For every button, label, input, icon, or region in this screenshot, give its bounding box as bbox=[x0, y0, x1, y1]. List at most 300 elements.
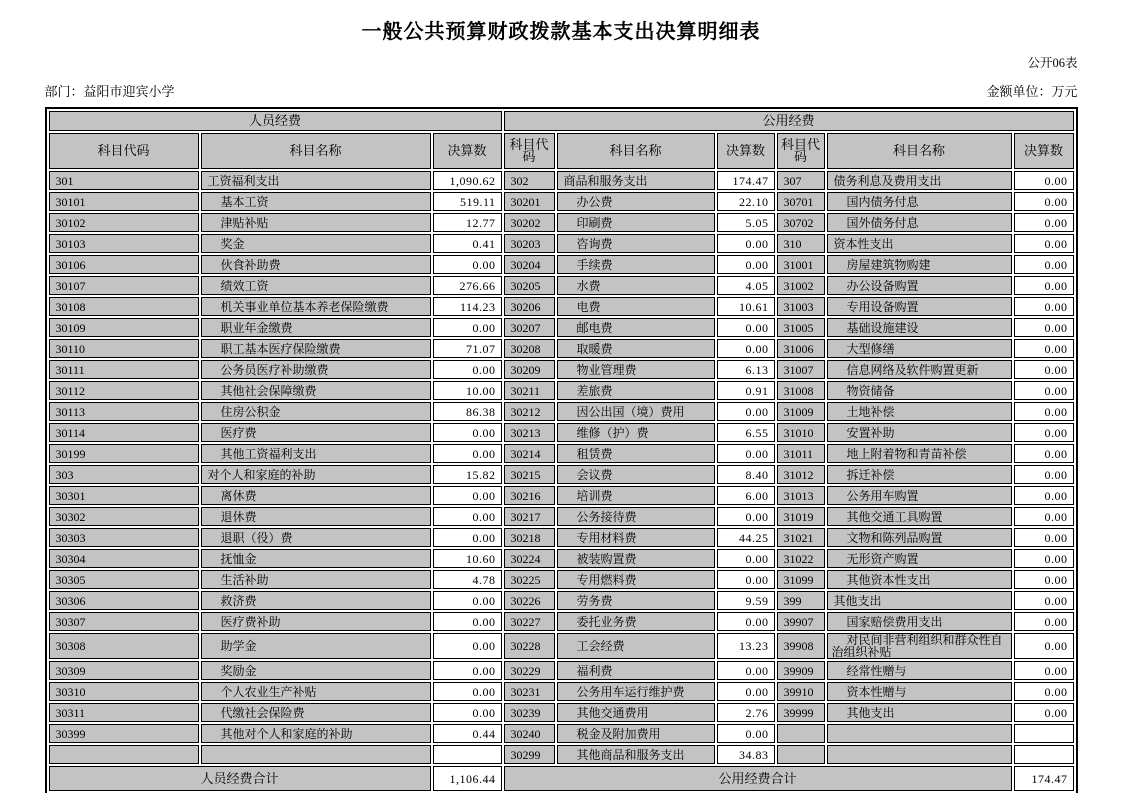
page-title: 一般公共预算财政拨款基本支出决算明细表 bbox=[361, 21, 761, 43]
subject-name: 大型修缮 bbox=[827, 339, 1012, 358]
final-amount: 0.00 bbox=[433, 682, 502, 701]
table-row bbox=[49, 381, 1074, 400]
final-amount: 0.00 bbox=[1014, 444, 1074, 463]
department-name: 益阳市迎宾小学 bbox=[83, 84, 175, 99]
subject-name: 房屋建筑物购建 bbox=[827, 255, 1012, 274]
final-amount: 1,090.62 bbox=[433, 171, 502, 190]
subject-code: 31008 bbox=[777, 381, 825, 400]
table-row bbox=[49, 360, 1074, 379]
subject-code bbox=[777, 724, 825, 743]
final-amount: 0.00 bbox=[1014, 633, 1074, 659]
personnel-total-label: 人员经费合计 bbox=[49, 766, 431, 791]
subject-code: 30207 bbox=[504, 318, 555, 337]
subject-name: 取暖费 bbox=[557, 339, 715, 358]
table-row bbox=[49, 444, 1074, 463]
subject-name: 维修（护）费 bbox=[557, 423, 715, 442]
table-number: 公开06表 bbox=[1027, 56, 1078, 70]
table-row bbox=[49, 402, 1074, 421]
table-row bbox=[49, 682, 1074, 701]
final-amount: 0.00 bbox=[1014, 465, 1074, 484]
final-amount: 0.00 bbox=[1014, 339, 1074, 358]
subject-code: 30224 bbox=[504, 549, 555, 568]
final-amount: 0.00 bbox=[433, 318, 502, 337]
subject-code: 30303 bbox=[49, 528, 199, 547]
subject-name: 伙食补助费 bbox=[201, 255, 431, 274]
final-amount: 5.05 bbox=[717, 213, 775, 232]
subject-code: 307 bbox=[777, 171, 825, 190]
final-amount bbox=[433, 745, 502, 764]
subject-name: 拆迁补偿 bbox=[827, 465, 1012, 484]
final-amount: 0.00 bbox=[1014, 381, 1074, 400]
subject-name: 委托业务费 bbox=[557, 612, 715, 631]
table-body bbox=[49, 171, 1074, 764]
subject-code: 31099 bbox=[777, 570, 825, 589]
subject-code: 30109 bbox=[49, 318, 199, 337]
subject-code: 30306 bbox=[49, 591, 199, 610]
subject-code: 31012 bbox=[777, 465, 825, 484]
public-total-label: 公用经费合计 bbox=[504, 766, 1012, 791]
subject-name: 资本性赠与 bbox=[827, 682, 1012, 701]
subject-code: 30211 bbox=[504, 381, 555, 400]
subject-code: 30701 bbox=[777, 192, 825, 211]
subject-code: 30305 bbox=[49, 570, 199, 589]
subject-code: 30102 bbox=[49, 213, 199, 232]
subject-code: 30240 bbox=[504, 724, 555, 743]
subject-name: 公务接待费 bbox=[557, 507, 715, 526]
department-line bbox=[45, 81, 175, 100]
subject-code: 31011 bbox=[777, 444, 825, 463]
final-amount: 0.00 bbox=[717, 682, 775, 701]
table-row bbox=[49, 661, 1074, 680]
subject-name: 退休费 bbox=[201, 507, 431, 526]
final-amount: 0.00 bbox=[1014, 213, 1074, 232]
subject-code: 30310 bbox=[49, 682, 199, 701]
department-label: 部门： bbox=[44, 84, 84, 99]
subject-code: 30218 bbox=[504, 528, 555, 547]
subject-code: 31010 bbox=[777, 423, 825, 442]
subject-name: 机关事业单位基本养老保险缴费 bbox=[201, 297, 431, 316]
subject-name: 邮电费 bbox=[557, 318, 715, 337]
unit-value: 万元 bbox=[1051, 84, 1078, 99]
subject-name: 医疗费补助 bbox=[201, 612, 431, 631]
subject-code: 30216 bbox=[504, 486, 555, 505]
final-amount: 0.00 bbox=[717, 724, 775, 743]
subject-name: 基本工资 bbox=[201, 192, 431, 211]
subject-code: 31007 bbox=[777, 360, 825, 379]
subject-code: 39999 bbox=[777, 703, 825, 722]
table-row bbox=[49, 339, 1074, 358]
subject-name: 差旅费 bbox=[557, 381, 715, 400]
subject-name: 其他交通工具购置 bbox=[827, 507, 1012, 526]
final-amount: 0.00 bbox=[1014, 255, 1074, 274]
subject-name: 培训费 bbox=[557, 486, 715, 505]
final-amount: 0.00 bbox=[433, 444, 502, 463]
subject-code: 30106 bbox=[49, 255, 199, 274]
subject-code: 30110 bbox=[49, 339, 199, 358]
final-amount: 0.00 bbox=[717, 612, 775, 631]
subject-name: 公务员医疗补助缴费 bbox=[201, 360, 431, 379]
budget-detail-table bbox=[45, 107, 1078, 793]
final-amount: 86.38 bbox=[433, 402, 502, 421]
final-amount: 0.00 bbox=[717, 570, 775, 589]
subject-code: 30205 bbox=[504, 276, 555, 295]
subject-code: 30231 bbox=[504, 682, 555, 701]
table-row bbox=[49, 528, 1074, 547]
subject-code: 30206 bbox=[504, 297, 555, 316]
subject-code: 39910 bbox=[777, 682, 825, 701]
subject-code: 30302 bbox=[49, 507, 199, 526]
subject-name: 公务用车运行维护费 bbox=[557, 682, 715, 701]
subject-name: 其他商品和服务支出 bbox=[557, 745, 715, 764]
subject-name: 专用材料费 bbox=[557, 528, 715, 547]
final-amount: 10.60 bbox=[433, 549, 502, 568]
table-row bbox=[49, 318, 1074, 337]
final-amount: 44.25 bbox=[717, 528, 775, 547]
final-amount: 6.55 bbox=[717, 423, 775, 442]
subject-name: 其他资本性支出 bbox=[827, 570, 1012, 589]
final-amount: 0.00 bbox=[433, 703, 502, 722]
subject-name: 经常性赠与 bbox=[827, 661, 1012, 680]
final-amount: 6.13 bbox=[717, 360, 775, 379]
subject-code: 301 bbox=[49, 171, 199, 190]
final-amount: 0.00 bbox=[1014, 318, 1074, 337]
subject-code: 30204 bbox=[504, 255, 555, 274]
final-amount: 0.00 bbox=[717, 507, 775, 526]
col-header-code: 科目代码 bbox=[49, 133, 199, 169]
final-amount: 12.77 bbox=[433, 213, 502, 232]
col-header-value: 决算数 bbox=[717, 133, 775, 169]
subject-name: 工资福利支出 bbox=[201, 171, 431, 190]
final-amount: 0.00 bbox=[1014, 192, 1074, 211]
subject-name: 安置补助 bbox=[827, 423, 1012, 442]
subject-code bbox=[777, 745, 825, 764]
final-amount: 0.00 bbox=[717, 549, 775, 568]
subject-code: 39907 bbox=[777, 612, 825, 631]
subject-code: 399 bbox=[777, 591, 825, 610]
table-row bbox=[49, 549, 1074, 568]
subject-code: 30309 bbox=[49, 661, 199, 680]
final-amount: 2.76 bbox=[717, 703, 775, 722]
col-header-name: 科目名称 bbox=[557, 133, 715, 169]
final-amount: 15.82 bbox=[433, 465, 502, 484]
table-row bbox=[49, 612, 1074, 631]
col-header-value: 决算数 bbox=[433, 133, 502, 169]
subject-name: 土地补偿 bbox=[827, 402, 1012, 421]
subject-code: 30308 bbox=[49, 633, 199, 659]
subject-name: 文物和陈列品购置 bbox=[827, 528, 1012, 547]
subject-name: 职工基本医疗保险缴费 bbox=[201, 339, 431, 358]
subject-code: 31002 bbox=[777, 276, 825, 295]
final-amount: 0.00 bbox=[433, 633, 502, 659]
final-amount: 4.78 bbox=[433, 570, 502, 589]
table-footer-row bbox=[49, 766, 1074, 791]
subject-name: 其他工资福利支出 bbox=[201, 444, 431, 463]
subject-code: 30199 bbox=[49, 444, 199, 463]
table-row bbox=[49, 591, 1074, 610]
subject-name: 手续费 bbox=[557, 255, 715, 274]
subject-name: 咨询费 bbox=[557, 234, 715, 253]
final-amount: 8.40 bbox=[717, 465, 775, 484]
subject-code: 30113 bbox=[49, 402, 199, 421]
subject-code: 30114 bbox=[49, 423, 199, 442]
subject-code: 30108 bbox=[49, 297, 199, 316]
final-amount: 9.59 bbox=[717, 591, 775, 610]
subject-name: 对个人和家庭的补助 bbox=[201, 465, 431, 484]
subject-code: 30307 bbox=[49, 612, 199, 631]
final-amount: 10.61 bbox=[717, 297, 775, 316]
subject-name bbox=[201, 745, 431, 764]
final-amount: 34.83 bbox=[717, 745, 775, 764]
subject-code: 30208 bbox=[504, 339, 555, 358]
public-total-value: 174.47 bbox=[1014, 766, 1074, 791]
subject-code: 30103 bbox=[49, 234, 199, 253]
col-header-value: 决算数 bbox=[1014, 133, 1074, 169]
table-row bbox=[49, 486, 1074, 505]
subject-code: 30215 bbox=[504, 465, 555, 484]
subject-name: 其他交通费用 bbox=[557, 703, 715, 722]
subject-code: 30226 bbox=[504, 591, 555, 610]
final-amount: 0.00 bbox=[433, 591, 502, 610]
group-header-row bbox=[49, 111, 1074, 131]
final-amount: 0.00 bbox=[717, 339, 775, 358]
final-amount: 13.23 bbox=[717, 633, 775, 659]
col-header-code: 科目代码 bbox=[504, 133, 555, 169]
subject-code: 31001 bbox=[777, 255, 825, 274]
final-amount: 4.05 bbox=[717, 276, 775, 295]
final-amount: 0.00 bbox=[1014, 234, 1074, 253]
final-amount: 0.00 bbox=[1014, 297, 1074, 316]
subject-name: 其他社会保障缴费 bbox=[201, 381, 431, 400]
subject-name bbox=[827, 724, 1012, 743]
subject-name: 无形资产购置 bbox=[827, 549, 1012, 568]
subject-name: 福利费 bbox=[557, 661, 715, 680]
subject-code: 30107 bbox=[49, 276, 199, 295]
final-amount: 71.07 bbox=[433, 339, 502, 358]
col-header-name: 科目名称 bbox=[201, 133, 431, 169]
final-amount: 0.44 bbox=[433, 724, 502, 743]
subject-name: 职业年金缴费 bbox=[201, 318, 431, 337]
subject-code: 39908 bbox=[777, 633, 825, 659]
subject-code: 30225 bbox=[504, 570, 555, 589]
subject-name: 商品和服务支出 bbox=[557, 171, 715, 190]
final-amount: 0.41 bbox=[433, 234, 502, 253]
personnel-total-value: 1,106.44 bbox=[433, 766, 502, 791]
subject-name: 办公设备购置 bbox=[827, 276, 1012, 295]
table-row bbox=[49, 234, 1074, 253]
final-amount: 0.00 bbox=[1014, 591, 1074, 610]
personnel-funds-header: 人员经费 bbox=[49, 111, 502, 131]
final-amount: 0.00 bbox=[1014, 171, 1074, 190]
final-amount: 174.47 bbox=[717, 171, 775, 190]
subject-code bbox=[49, 745, 199, 764]
subject-name: 对民间非营利组织和群众性自治组织补贴 bbox=[827, 633, 1012, 659]
subject-name: 专用燃料费 bbox=[557, 570, 715, 589]
final-amount: 0.00 bbox=[433, 423, 502, 442]
subject-name: 租赁费 bbox=[557, 444, 715, 463]
final-amount: 0.00 bbox=[433, 255, 502, 274]
table-row bbox=[49, 570, 1074, 589]
subject-name: 税金及附加费用 bbox=[557, 724, 715, 743]
final-amount: 0.00 bbox=[1014, 423, 1074, 442]
col-header-name: 科目名称 bbox=[827, 133, 1012, 169]
subject-name: 国内债务付息 bbox=[827, 192, 1012, 211]
subject-code: 30228 bbox=[504, 633, 555, 659]
subject-name: 生活补助 bbox=[201, 570, 431, 589]
table-row bbox=[49, 724, 1074, 743]
subject-code: 30101 bbox=[49, 192, 199, 211]
subject-name: 国家赔偿费用支出 bbox=[827, 612, 1012, 631]
final-amount: 22.10 bbox=[717, 192, 775, 211]
subject-code: 30209 bbox=[504, 360, 555, 379]
subject-code: 30227 bbox=[504, 612, 555, 631]
final-amount: 0.00 bbox=[717, 444, 775, 463]
subject-code: 30702 bbox=[777, 213, 825, 232]
subject-name: 个人农业生产补贴 bbox=[201, 682, 431, 701]
subject-code: 30112 bbox=[49, 381, 199, 400]
subject-name: 信息网络及软件购置更新 bbox=[827, 360, 1012, 379]
table-row bbox=[49, 703, 1074, 722]
subject-name: 地上附着物和青苗补偿 bbox=[827, 444, 1012, 463]
final-amount: 0.00 bbox=[1014, 612, 1074, 631]
subject-code: 30229 bbox=[504, 661, 555, 680]
final-amount: 0.00 bbox=[433, 612, 502, 631]
subject-code: 31009 bbox=[777, 402, 825, 421]
table-row bbox=[49, 297, 1074, 316]
table-row bbox=[49, 745, 1074, 764]
final-amount: 0.00 bbox=[717, 234, 775, 253]
subject-name: 奖励金 bbox=[201, 661, 431, 680]
subject-code: 30212 bbox=[504, 402, 555, 421]
subject-name: 物业管理费 bbox=[557, 360, 715, 379]
subject-name: 劳务费 bbox=[557, 591, 715, 610]
final-amount: 0.00 bbox=[433, 486, 502, 505]
subject-code: 30213 bbox=[504, 423, 555, 442]
final-amount: 0.00 bbox=[433, 360, 502, 379]
subject-name bbox=[827, 745, 1012, 764]
unit-line bbox=[986, 81, 1077, 100]
table-row bbox=[49, 213, 1074, 232]
subject-name: 水费 bbox=[557, 276, 715, 295]
table-row bbox=[49, 276, 1074, 295]
final-amount: 114.23 bbox=[433, 297, 502, 316]
final-amount: 276.66 bbox=[433, 276, 502, 295]
subject-name: 其他支出 bbox=[827, 591, 1012, 610]
subject-code: 30299 bbox=[504, 745, 555, 764]
subject-name: 办公费 bbox=[557, 192, 715, 211]
final-amount: 10.00 bbox=[433, 381, 502, 400]
table-row bbox=[49, 633, 1074, 659]
subject-code: 30301 bbox=[49, 486, 199, 505]
subject-name: 公务用车购置 bbox=[827, 486, 1012, 505]
final-amount: 0.00 bbox=[717, 661, 775, 680]
subject-code: 31005 bbox=[777, 318, 825, 337]
subject-code: 30304 bbox=[49, 549, 199, 568]
subject-name: 绩效工资 bbox=[201, 276, 431, 295]
final-amount: 0.00 bbox=[433, 661, 502, 680]
subject-name: 其他支出 bbox=[827, 703, 1012, 722]
table-row bbox=[49, 507, 1074, 526]
subject-name: 被装购置费 bbox=[557, 549, 715, 568]
subject-code: 31021 bbox=[777, 528, 825, 547]
subject-code: 31006 bbox=[777, 339, 825, 358]
col-header-code: 科目代码 bbox=[777, 133, 825, 169]
table-row bbox=[49, 192, 1074, 211]
final-amount: 0.91 bbox=[717, 381, 775, 400]
subject-name: 会议费 bbox=[557, 465, 715, 484]
subject-code: 30201 bbox=[504, 192, 555, 211]
subject-name: 津贴补贴 bbox=[201, 213, 431, 232]
subject-code: 30111 bbox=[49, 360, 199, 379]
subject-code: 39909 bbox=[777, 661, 825, 680]
subject-name: 医疗费 bbox=[201, 423, 431, 442]
subject-name: 助学金 bbox=[201, 633, 431, 659]
subject-code: 31019 bbox=[777, 507, 825, 526]
unit-label: 金额单位： bbox=[986, 84, 1052, 99]
table-row bbox=[49, 423, 1074, 442]
subject-name: 代缴社会保险费 bbox=[201, 703, 431, 722]
subject-code: 31022 bbox=[777, 549, 825, 568]
table-row bbox=[49, 465, 1074, 484]
subject-code: 303 bbox=[49, 465, 199, 484]
final-amount: 0.00 bbox=[1014, 402, 1074, 421]
final-amount: 519.11 bbox=[433, 192, 502, 211]
final-amount: 0.00 bbox=[433, 528, 502, 547]
subject-code: 30399 bbox=[49, 724, 199, 743]
final-amount: 0.00 bbox=[1014, 486, 1074, 505]
final-amount: 0.00 bbox=[1014, 570, 1074, 589]
subject-code: 30239 bbox=[504, 703, 555, 722]
final-amount bbox=[1014, 745, 1074, 764]
subject-name: 电费 bbox=[557, 297, 715, 316]
final-amount: 0.00 bbox=[1014, 507, 1074, 526]
subject-code: 30203 bbox=[504, 234, 555, 253]
subject-name: 工会经费 bbox=[557, 633, 715, 659]
table-row bbox=[49, 255, 1074, 274]
subject-name: 国外债务付息 bbox=[827, 213, 1012, 232]
subject-code: 30202 bbox=[504, 213, 555, 232]
final-amount: 0.00 bbox=[1014, 682, 1074, 701]
subject-name: 专用设备购置 bbox=[827, 297, 1012, 316]
final-amount: 6.00 bbox=[717, 486, 775, 505]
subject-name: 离休费 bbox=[201, 486, 431, 505]
final-amount: 0.00 bbox=[717, 318, 775, 337]
subject-code: 30217 bbox=[504, 507, 555, 526]
subject-name: 住房公积金 bbox=[201, 402, 431, 421]
final-amount: 0.00 bbox=[1014, 549, 1074, 568]
subject-name: 救济费 bbox=[201, 591, 431, 610]
subject-code: 30214 bbox=[504, 444, 555, 463]
subject-name: 基础设施建设 bbox=[827, 318, 1012, 337]
subject-name: 资本性支出 bbox=[827, 234, 1012, 253]
subject-name: 抚恤金 bbox=[201, 549, 431, 568]
final-amount: 0.00 bbox=[717, 255, 775, 274]
subject-code: 302 bbox=[504, 171, 555, 190]
subject-name: 物资储备 bbox=[827, 381, 1012, 400]
column-header-row bbox=[49, 133, 1074, 169]
final-amount: 0.00 bbox=[1014, 661, 1074, 680]
final-amount: 0.00 bbox=[1014, 703, 1074, 722]
subject-code: 310 bbox=[777, 234, 825, 253]
subject-name: 债务利息及费用支出 bbox=[827, 171, 1012, 190]
subject-name: 印刷费 bbox=[557, 213, 715, 232]
subject-name: 其他对个人和家庭的补助 bbox=[201, 724, 431, 743]
subject-name: 奖金 bbox=[201, 234, 431, 253]
final-amount bbox=[1014, 724, 1074, 743]
final-amount: 0.00 bbox=[1014, 360, 1074, 379]
subject-code: 31003 bbox=[777, 297, 825, 316]
public-funds-header: 公用经费 bbox=[504, 111, 1074, 131]
final-amount: 0.00 bbox=[1014, 276, 1074, 295]
